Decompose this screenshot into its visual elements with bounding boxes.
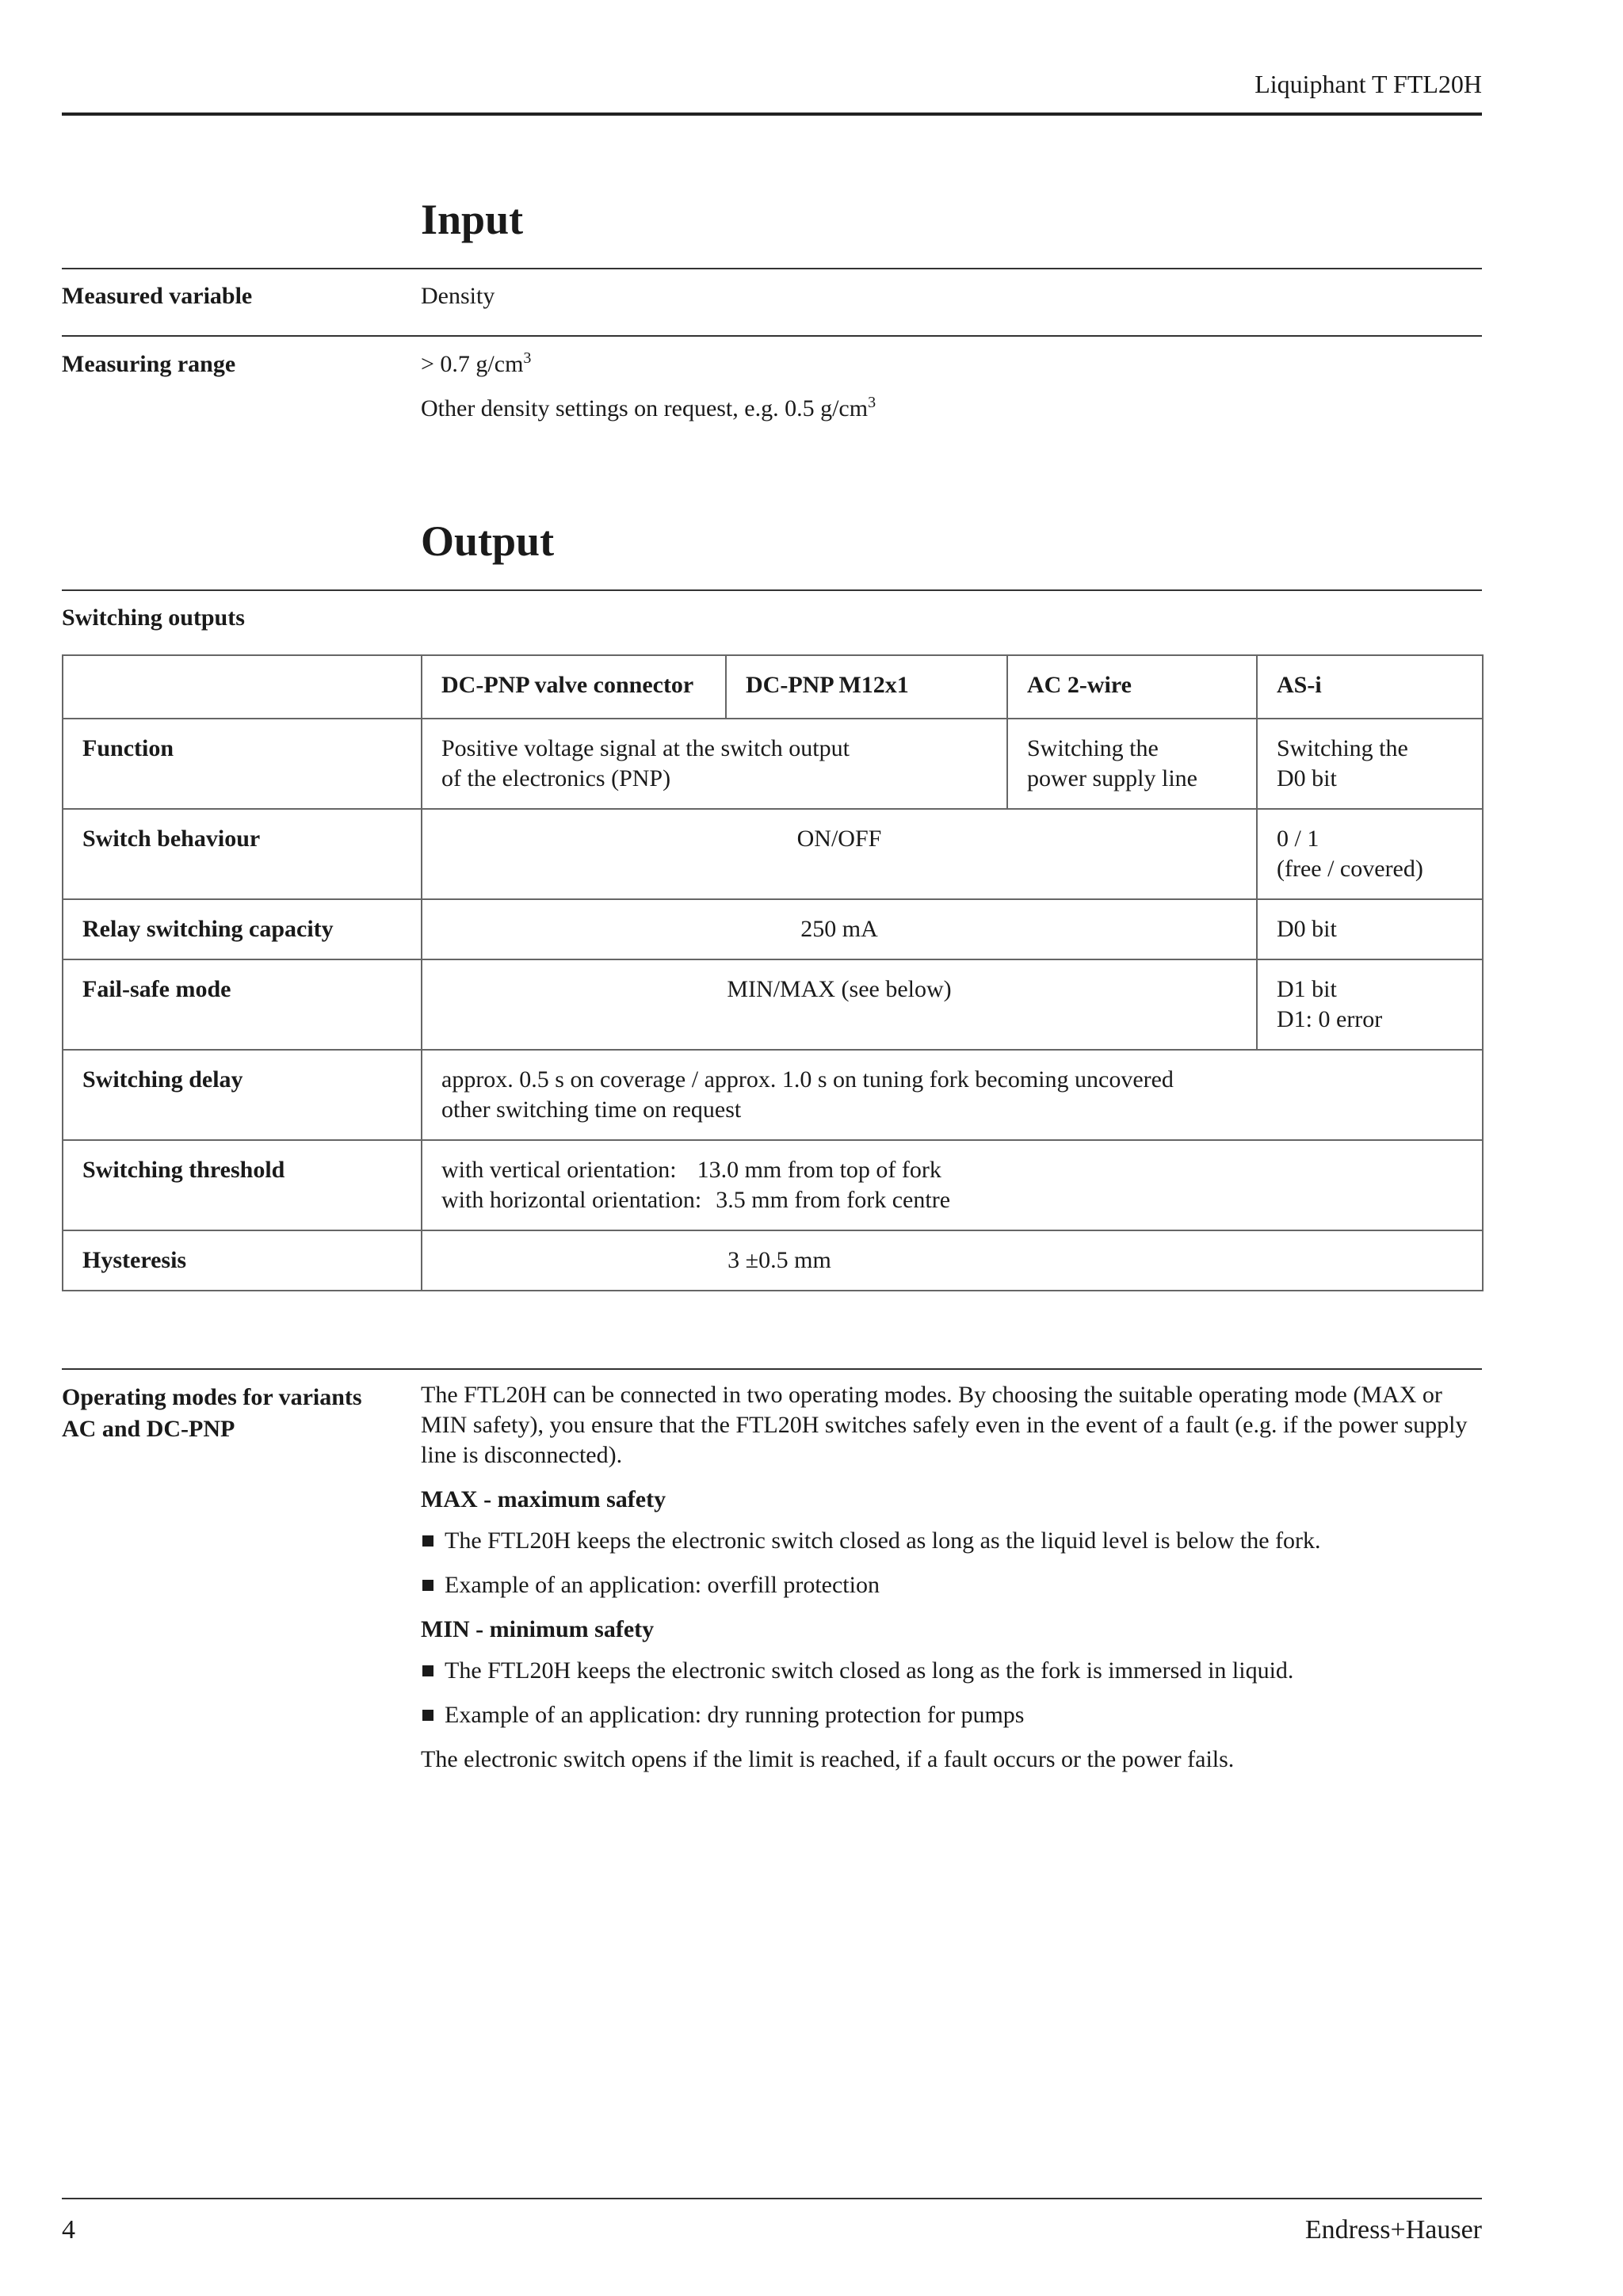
operating-modes-rule [62, 1368, 1482, 1370]
operating-modes-closing: The electronic switch opens if the limit is reached, if a fault occurs or the power fails. [421, 1746, 1235, 1772]
footer-brand: Endress+Hauser [1304, 2215, 1482, 2245]
max-safety-list [421, 1526, 1483, 1600]
row-label-hysteresis: Hysteresis [63, 1230, 422, 1291]
column-header-dc-pnp-m12: DC-PNP M12x1 [726, 655, 1007, 719]
row-label-function: Function [63, 719, 422, 809]
page-number: 4 [62, 2215, 75, 2245]
switching-outputs-table [62, 654, 1484, 1291]
switching-outputs-label: Switching outputs [62, 605, 245, 631]
function-asi-cell: Switching the D0 bit [1257, 719, 1483, 809]
hysteresis-value: 3 ±0.5 mm [422, 1230, 1483, 1291]
row-label-switch-behaviour: Switch behaviour [63, 809, 422, 899]
list-item: Example of an application: overfill protection [421, 1570, 1483, 1600]
switching-threshold-value: with vertical orientation: 13.0 mm from top of fork with horizontal orientation: 3.5 mm from fork centre [422, 1140, 1483, 1230]
table-row [63, 719, 1483, 809]
input-rule [62, 268, 1482, 269]
measuring-range-label: Measuring range [62, 351, 236, 377]
table-row [63, 1230, 1483, 1291]
operating-modes-label: Operating modes for variants AC and DC-PNP [62, 1384, 362, 1442]
list-item: Example of an application: dry running protection for pumps [421, 1700, 1483, 1730]
table-header-row [63, 655, 1483, 719]
fail-safe-value: MIN/MAX (see below) [422, 959, 1257, 1050]
table-row [63, 1140, 1483, 1230]
input-heading: Input [421, 196, 524, 243]
table-row [63, 899, 1483, 959]
switch-behaviour-asi-cell: 0 / 1 (free / covered) [1257, 809, 1483, 899]
output-heading: Output [421, 517, 555, 565]
switching-delay-value: approx. 0.5 s on coverage / approx. 1.0 s on tuning fork becoming uncovered other switching time on request [422, 1050, 1483, 1140]
min-safety-list [421, 1656, 1483, 1730]
measured-variable-value: Density [421, 283, 495, 309]
bullet-square-icon [422, 1665, 433, 1676]
relay-capacity-asi-cell: D0 bit [1257, 899, 1483, 959]
footer-rule [62, 2198, 1482, 2199]
row-label-switching-delay: Switching delay [63, 1050, 422, 1140]
fail-safe-asi-cell: D1 bit D1: 0 error [1257, 959, 1483, 1050]
column-header-as-i: AS-i [1257, 655, 1483, 719]
header-rule [62, 113, 1482, 116]
header-title: Liquiphant T FTL20H [1254, 70, 1482, 98]
column-header-dc-pnp-valve: DC-PNP valve connector [422, 655, 726, 719]
table-row [63, 959, 1483, 1050]
measuring-range-line1: > 0.7 $g/cm^3$ [421, 349, 532, 377]
operating-modes-body [421, 1380, 1483, 1789]
measured-variable-rule [62, 335, 1482, 337]
table-row [63, 1050, 1483, 1140]
measuring-range-line2: Other density settings on request, e.g. 0.5 $g/cm^3$ [421, 394, 876, 421]
function-dc-pnp-cell: Positive voltage signal at the switch output of the electronics (PNP) [422, 719, 1007, 809]
bullet-square-icon [422, 1535, 433, 1547]
min-safety-heading: MIN - minimum safety [421, 1616, 655, 1642]
measured-variable-label: Measured variable [62, 283, 253, 309]
list-item: The FTL20H keeps the electronic switch closed as long as the fork is immersed in liquid. [421, 1656, 1483, 1686]
output-rule [62, 589, 1482, 591]
table-row [63, 809, 1483, 899]
max-safety-heading: MAX - maximum safety [421, 1486, 666, 1512]
row-label-fail-safe: Fail-safe mode [63, 959, 422, 1050]
table-corner-cell [63, 655, 422, 719]
row-label-switching-threshold: Switching threshold [63, 1140, 422, 1230]
list-item: The FTL20H keeps the electronic switch closed as long as the liquid level is below the fork. [421, 1526, 1483, 1556]
column-header-ac-2-wire: AC 2-wire [1007, 655, 1257, 719]
bullet-square-icon [422, 1710, 433, 1721]
relay-capacity-value: 250 mA [422, 899, 1257, 959]
operating-modes-intro: The FTL20H can be connected in two operating modes. By choosing the suitable operating mode (MAX or MIN safety), you ensure that the FTL20H switches safely even in the event of a fault (e.g. if the power supply line is disconnected). [421, 1382, 1468, 1468]
switch-behaviour-value: ON/OFF [422, 809, 1257, 899]
function-ac-cell: Switching the power supply line [1007, 719, 1257, 809]
row-label-relay-capacity: Relay switching capacity [63, 899, 422, 959]
bullet-square-icon [422, 1580, 433, 1591]
